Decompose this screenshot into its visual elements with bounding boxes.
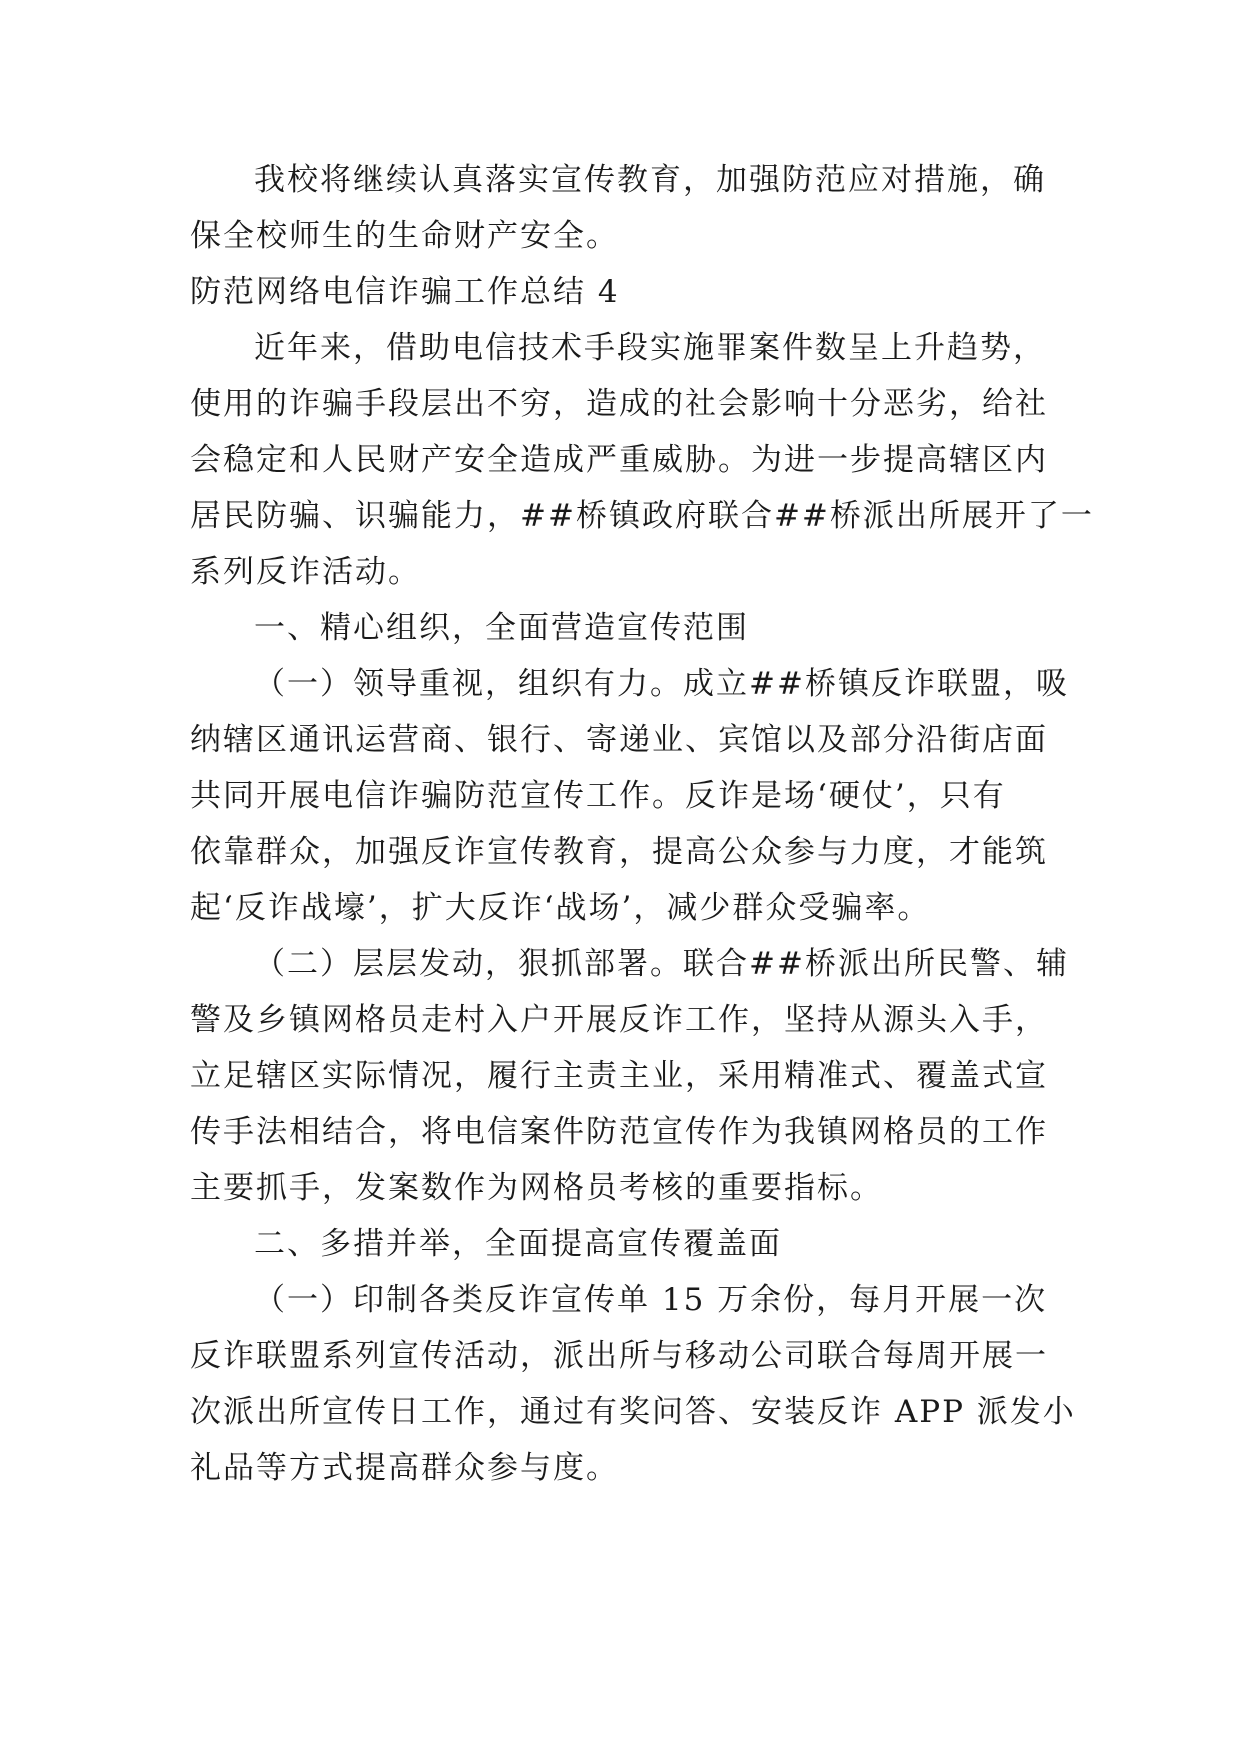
paragraph-line: 次派出所宣传日工作，通过有奖问答、安装反诈 APP 派发小 [190,1394,1076,1430]
paragraph-line: 保全校师生的生命财产安全。 [190,218,619,254]
paragraph-line: 纳辖区通讯运营商、银行、寄递业、宾馆以及部分沿街店面 [190,722,1048,758]
paragraph-line: 主要抓手，发案数作为网格员考核的重要指标。 [190,1170,883,1206]
paragraph-line: 使用的诈骗手段层出不穷，造成的社会影响十分恶劣，给社 [190,386,1048,422]
paragraph-line: 近年来，借助电信技术手段实施罪案件数呈上升趋势， [254,330,1046,366]
paragraph-line: （二）层层发动，狠抓部署。联合##桥派出所民警、辅 [254,946,1069,982]
paragraph-line: 依靠群众，加强反诈宣传教育，提高公众参与力度，才能筑 [190,834,1048,870]
paragraph-line: 反诈联盟系列宣传活动，派出所与移动公司联合每周开展一 [190,1338,1048,1374]
paragraph-line: 我校将继续认真落实宣传教育，加强防范应对措施，确 [254,162,1046,198]
paragraph-line: 会稳定和人民财产安全造成严重威胁。为进一步提高辖区内 [190,442,1048,478]
paragraph-line: 礼品等方式提高群众参与度。 [190,1450,619,1486]
section-heading: 二、多措并举，全面提高宣传覆盖面 [254,1226,782,1262]
paragraph-line: 居民防骗、识骗能力，##桥镇政府联合##桥派出所展开了一 [190,498,1094,534]
section-title: 防范网络电信诈骗工作总结 4 [190,274,620,310]
paragraph-line: （一）印制各类反诈宣传单 15 万余份，每月开展一次 [254,1282,1048,1318]
paragraph-line: （一）领导重视，组织有力。成立##桥镇反诈联盟，吸 [254,666,1069,702]
paragraph-line: 立足辖区实际情况，履行主责主业，采用精准式、覆盖式宣 [190,1058,1048,1094]
paragraph-line: 共同开展电信诈骗防范宣传工作。反诈是场‘硬仗’，只有 [190,778,1006,814]
paragraph-line: 警及乡镇网格员走村入户开展反诈工作，坚持从源头入手， [190,1002,1048,1038]
paragraph-line: 系列反诈活动。 [190,554,421,590]
paragraph-line: 起‘反诈战壕’，扩大反诈‘战场’，减少群众受骗率。 [190,890,931,926]
section-heading: 一、精心组织，全面营造宣传范围 [254,610,749,646]
paragraph-line: 传手法相结合，将电信案件防范宣传作为我镇网格员的工作 [190,1114,1048,1150]
